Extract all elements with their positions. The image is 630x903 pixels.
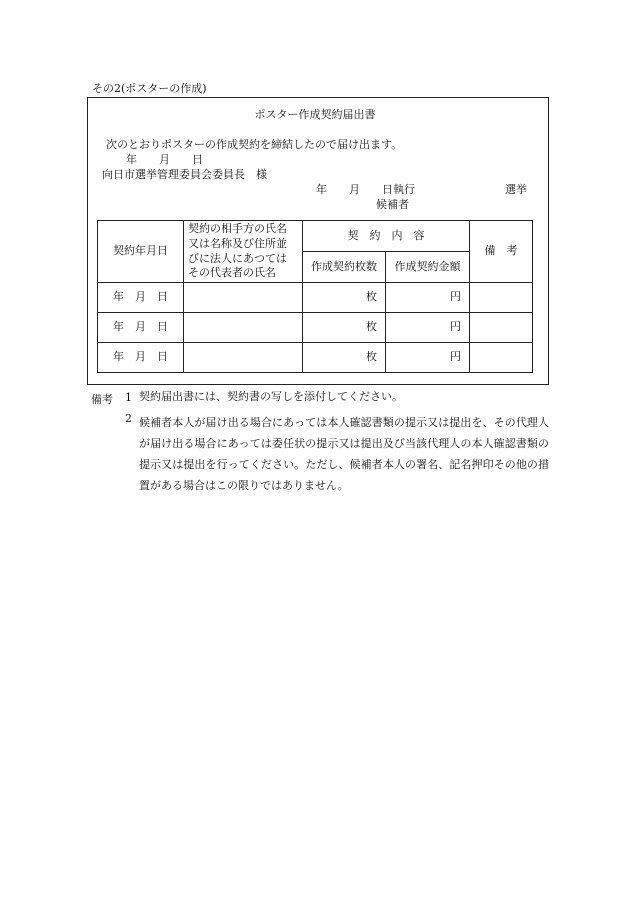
table-row [98,343,533,373]
row-remarks[interactable] [470,283,533,313]
header-sheets: 作成契約枚数 [303,252,386,283]
notes-section [87,391,557,496]
row-remarks[interactable] [470,313,533,343]
header-party-line: 契約の相手方の氏名 [188,221,287,235]
header-party-line: びに法人にあつては [188,251,287,265]
header-content: 契 約 内 容 [303,221,470,252]
header-party-line: 又は名称及び住所並 [188,236,287,250]
row-amount[interactable]: 円 [386,283,470,313]
row-party[interactable] [184,283,303,313]
contract-table [97,220,533,373]
row-amount[interactable]: 円 [386,343,470,373]
row-amount[interactable]: 円 [386,313,470,343]
note-number: 1 [125,391,132,404]
election-date: 年 月 日執行 [316,183,415,196]
row-party[interactable] [184,313,303,343]
note-item [87,391,557,412]
header-amount: 作成契約金額 [386,252,470,283]
row-sheets[interactable]: 枚 [303,313,386,343]
header-party-line: その代表者の氏名 [188,266,276,280]
header-party [184,221,303,283]
row-date[interactable]: 年 月 日 [98,313,184,343]
note-text: 候補者本人が届け出る場合にあっては本人確認書類の提示又は提出を、その代理人が届け出る場合にあっては委任状の提示又は提出及び当該代理人の本人確認書類の提示又は提出を行ってください。ただし、候補者本人の署名、記名押印その他の措置がある場合はこの限りではありません。 [139,416,549,492]
section-label: その2(ポスターの作成) [92,82,207,95]
intro-text: 次のとおりポスターの作成契約を締結したので届け出ます。 [106,138,403,151]
candidate-label: 候補者 [376,198,409,211]
header-contract-date: 契約年月日 [98,221,184,283]
table-row [98,313,533,343]
note-text: 契約届出書には、契約書の写しを添付してください。 [139,390,403,403]
form-title: ポスター作成契約届出書 [254,108,376,121]
note-number: 2 [125,412,132,425]
row-sheets[interactable]: 枚 [303,343,386,373]
note-item [87,412,557,496]
row-date[interactable]: 年 月 日 [98,283,184,313]
date-line: 年 月 日 [126,153,203,166]
election-label: 選挙 [505,183,527,196]
row-date[interactable]: 年 月 日 [98,343,184,373]
row-remarks[interactable] [470,343,533,373]
notes-lead: 備考 [91,393,113,406]
row-sheets[interactable]: 枚 [303,283,386,313]
table-row [98,283,533,313]
row-party[interactable] [184,343,303,373]
addressee: 向日市選挙管理委員会委員長 様 [102,168,267,181]
header-remarks: 備 考 [470,221,533,283]
